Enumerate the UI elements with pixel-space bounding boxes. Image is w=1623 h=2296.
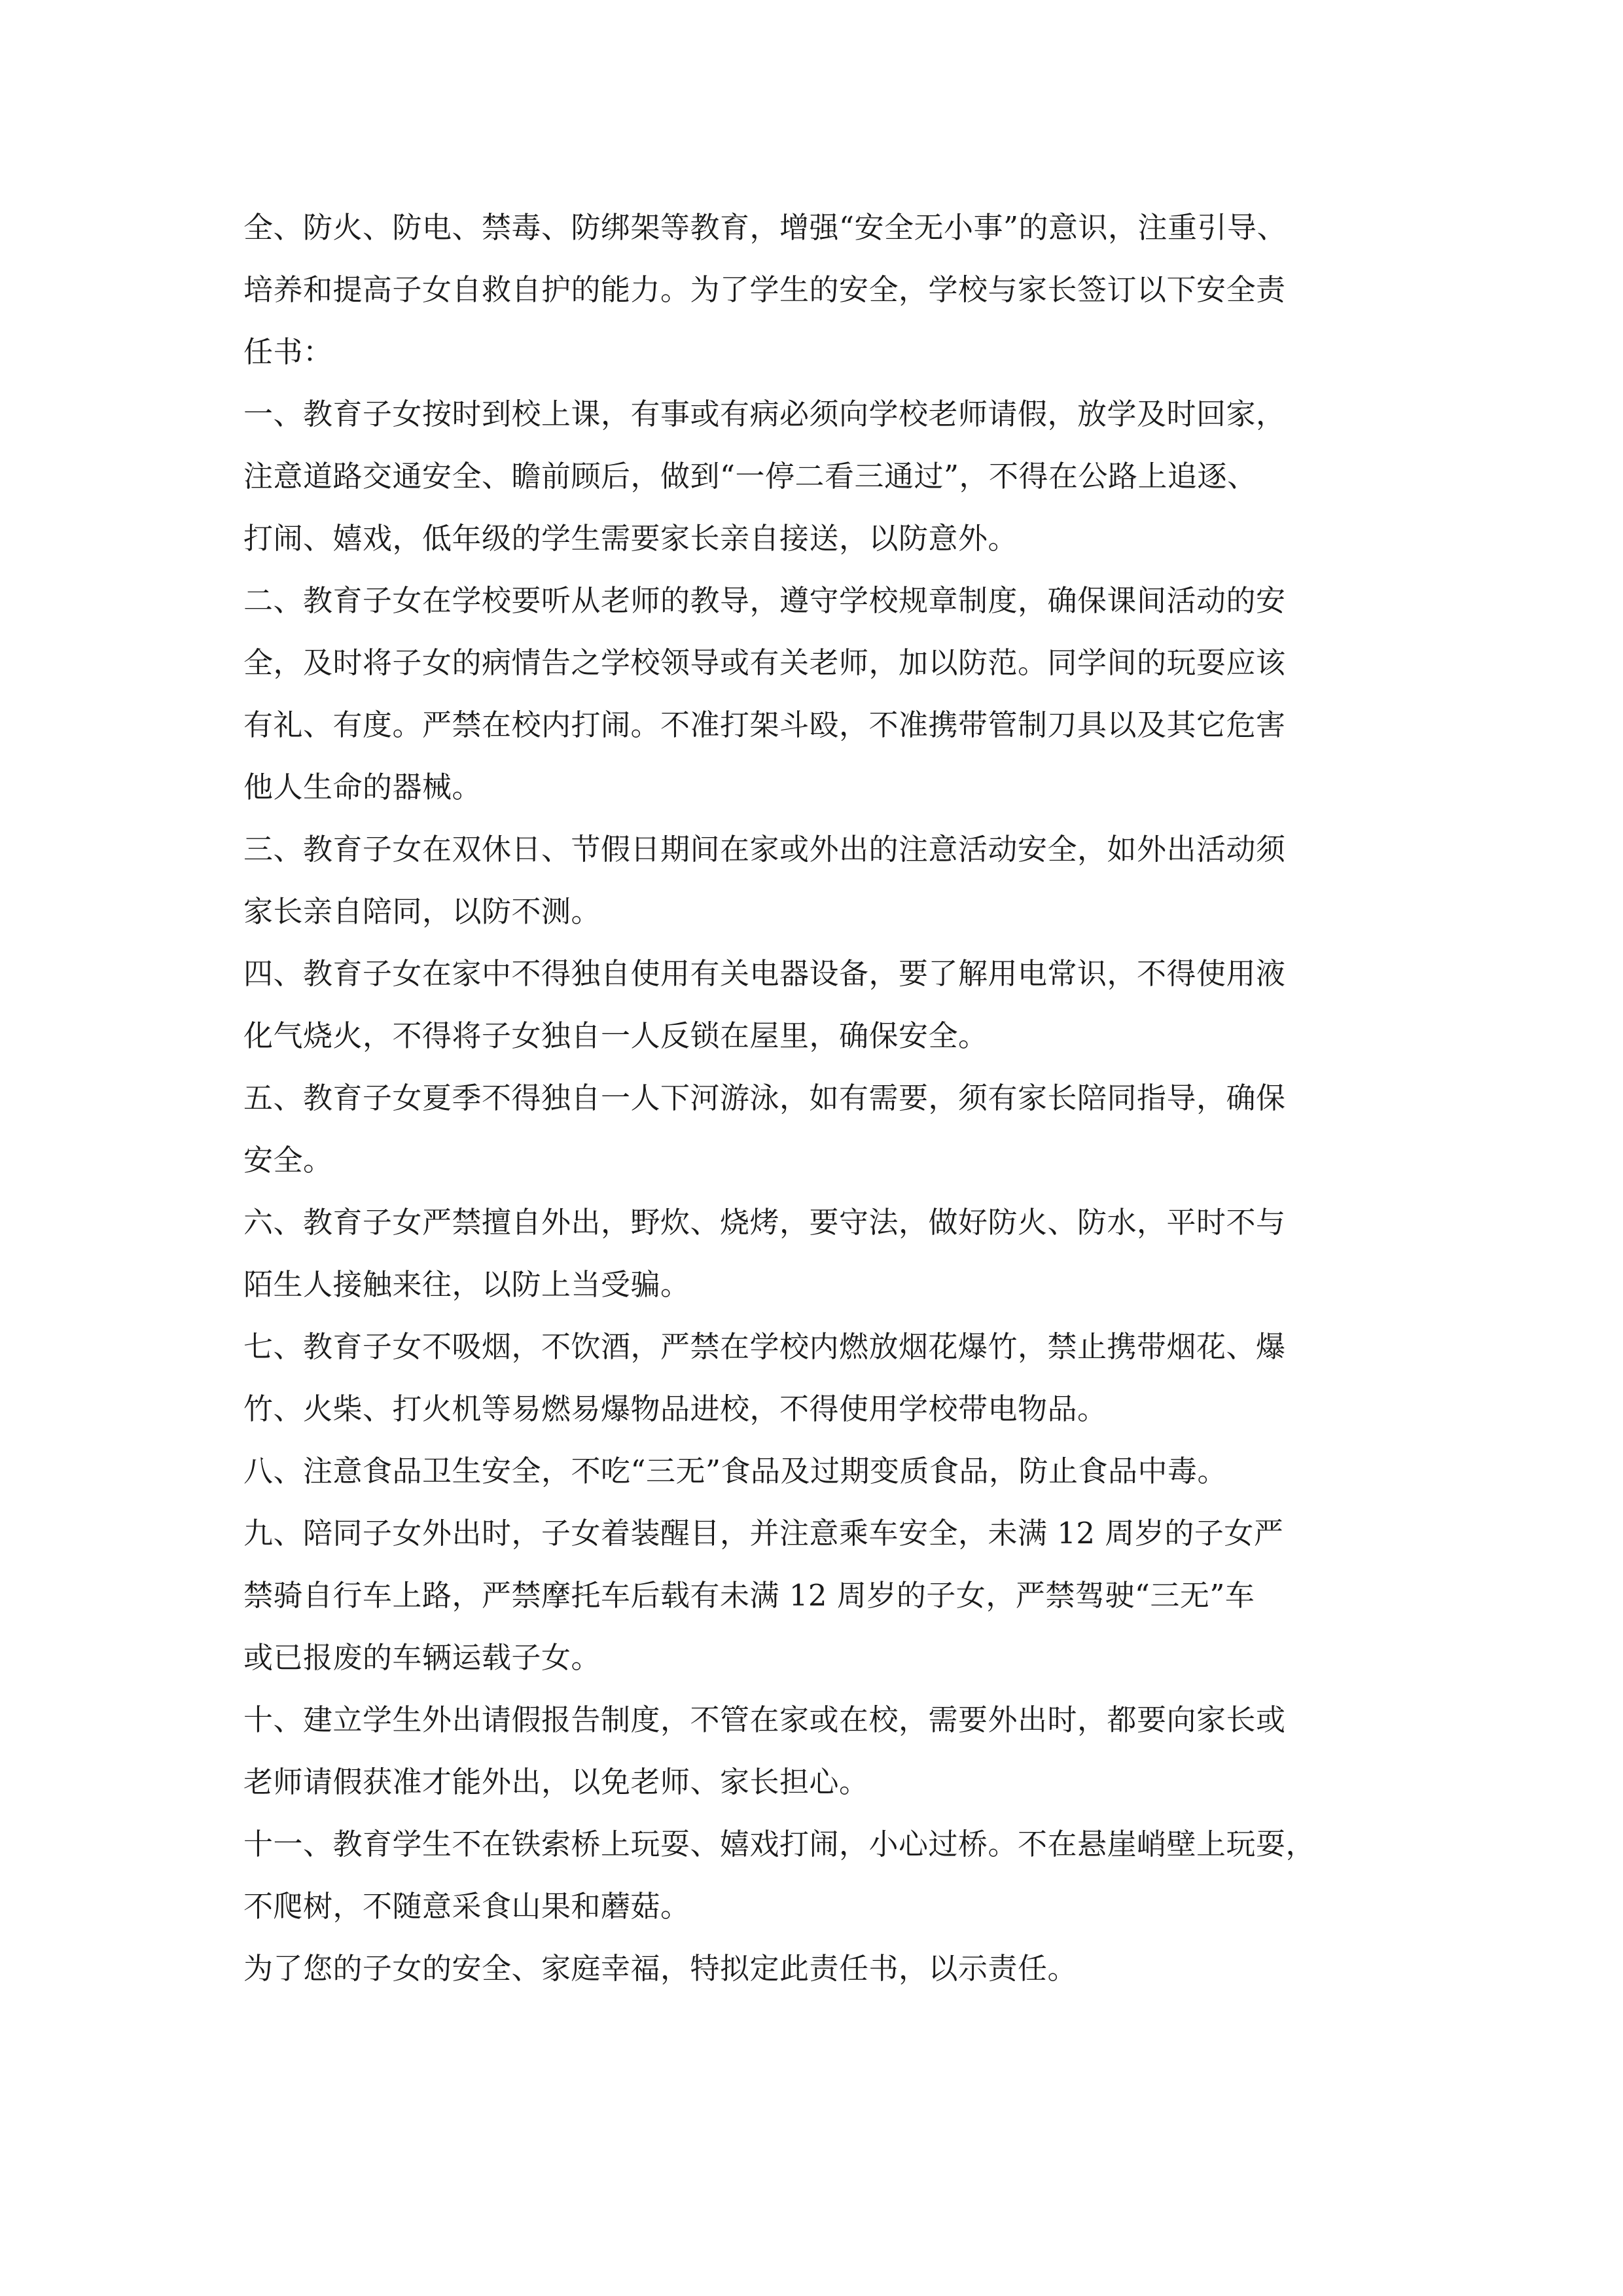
text-line: 二、教育子女在学校要听从老师的教导，遵守学校规章制度，确保课间活动的安 xyxy=(243,583,1286,618)
text-line: 五、教育子女夏季不得独自一人下河游泳，如有需要，须有家长陪同指导，确保 xyxy=(243,1081,1286,1115)
text-line: 他人生命的器械。 xyxy=(243,770,482,804)
text-line: 培养和提高子女自救自护的能力。为了学生的安全，学校与家长签订以下安全责 xyxy=(243,272,1286,307)
text-line: 八、注意食品卫生安全，不吃“三无”食品及过期变质食品，防止食品中毒。 xyxy=(243,1454,1228,1488)
text-line: 竹、火柴、打火机等易燃易爆物品进校，不得使用学校带电物品。 xyxy=(243,1391,1107,1426)
text-line: 六、教育子女严禁擅自外出，野炊、烧烤，要守法，做好防火、防水，平时不与 xyxy=(243,1205,1286,1240)
text-line: 全，及时将子女的病情告之学校领导或有关老师，加以防范。同学间的玩耍应该 xyxy=(243,645,1286,680)
text-line: 十一、教育学生不在铁索桥上玩耍、嬉戏打闹，小心过桥。不在悬崖峭壁上玩耍， xyxy=(243,1827,1316,1861)
text-line: 安全。 xyxy=(243,1143,333,1177)
text-line: 化气烧火，不得将子女独自一人反锁在屋里，确保安全。 xyxy=(243,1018,988,1053)
text-line: 十、建立学生外出请假报告制度，不管在家或在校，需要外出时，都要向家长或 xyxy=(243,1702,1286,1737)
text-line: 任书： xyxy=(243,334,333,369)
text-line: 有礼、有度。严禁在校内打闹。不准打架斗殴，不准携带管制刀具以及其它危害 xyxy=(243,708,1286,742)
text-line: 一、教育子女按时到校上课，有事或有病必须向学校老师请假，放学及时回家， xyxy=(243,397,1286,431)
text-line: 或已报废的车辆运载子女。 xyxy=(243,1640,601,1675)
text-line: 三、教育子女在双休日、节假日期间在家或外出的注意活动安全，如外出活动须 xyxy=(243,832,1286,867)
text-line: 老师请假获准才能外出，以免老师、家长担心。 xyxy=(243,1765,869,1799)
text-line: 全、防火、防电、禁毒、防绑架等教育，增强“安全无小事”的意识，注重引导、 xyxy=(243,210,1287,245)
text-line: 四、教育子女在家中不得独自使用有关电器设备，要了解用电常识，不得使用液 xyxy=(243,956,1286,991)
text-line: 注意道路交通安全、瞻前顾后，做到“一停二看三通过”，不得在公路上追逐、 xyxy=(243,459,1257,493)
text-line: 七、教育子女不吸烟，不饮酒，严禁在学校内燃放烟花爆竹，禁止携带烟花、爆 xyxy=(243,1329,1286,1364)
text-line: 禁骑自行车上路，严禁摩托车后载有未满 12 周岁的子女，严禁驾驶“三无”车 xyxy=(243,1578,1255,1613)
text-line: 为了您的子女的安全、家庭幸福，特拟定此责任书，以示责任。 xyxy=(243,1951,1078,1986)
text-line: 家长亲自陪同，以防不测。 xyxy=(243,894,601,929)
document-body xyxy=(243,196,1435,2000)
text-line: 打闹、嬉戏，低年级的学生需要家长亲自接送，以防意外。 xyxy=(243,521,1018,556)
text-line: 陌生人接触来往，以防上当受骗。 xyxy=(243,1267,690,1302)
text-line: 九、陪同子女外出时，子女着装醒目，并注意乘车安全，未满 12 周岁的子女严 xyxy=(243,1516,1284,1551)
text-line: 不爬树，不随意采食山果和蘑菇。 xyxy=(243,1889,690,1924)
